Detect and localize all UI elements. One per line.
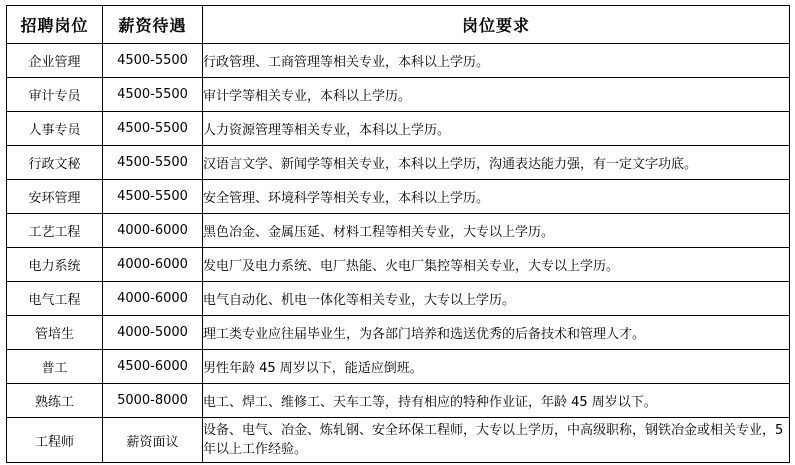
- requirements-cell: 男性年龄 45 周岁以下，能适应倒班。: [203, 350, 790, 384]
- position-cell: 工程师: [7, 418, 103, 463]
- position-cell: 安环管理: [7, 180, 103, 214]
- position-cell: 企业管理: [7, 44, 103, 78]
- table-row: [7, 44, 790, 78]
- salary-cell: 4500-5500: [103, 112, 203, 146]
- position-cell: 行政文秘: [7, 146, 103, 180]
- table-row: [7, 384, 790, 418]
- salary-cell: 4500-5500: [103, 44, 203, 78]
- table-row: [7, 282, 790, 316]
- salary-cell: 4000-6000: [103, 282, 203, 316]
- table-row: [7, 248, 790, 282]
- table-row: [7, 78, 790, 112]
- position-cell: 电气工程: [7, 282, 103, 316]
- table-row: [7, 112, 790, 146]
- requirements-cell: 汉语言文学、新闻学等相关专业，本科以上学历，沟通表达能力强，有一定文字功底。: [203, 146, 790, 180]
- header-row: [7, 6, 790, 44]
- requirements-cell: 行政管理、工商管理等相关专业，本科以上学历。: [203, 44, 790, 78]
- table-row: [7, 214, 790, 248]
- salary-cell: 4500-5500: [103, 78, 203, 112]
- header-salary: 薪资待遇: [103, 6, 203, 44]
- salary-cell: 4500-5500: [103, 146, 203, 180]
- position-cell: 人事专员: [7, 112, 103, 146]
- requirements-cell: 设备、电气、冶金、炼轧钢、安全环保工程师，大专以上学历，中高级职称，钢铁冶金或相关专业，5 年以上工作经验。: [203, 418, 790, 463]
- table-row: [7, 316, 790, 350]
- position-cell: 普工: [7, 350, 103, 384]
- requirements-cell: 电气自动化、机电一体化等相关专业，大专以上学历。: [203, 282, 790, 316]
- table-row: [7, 418, 790, 463]
- requirements-cell: 黑色冶金、金属压延、材料工程等相关专业，大专以上学历。: [203, 214, 790, 248]
- position-cell: 电力系统: [7, 248, 103, 282]
- salary-cell: 4000-6000: [103, 248, 203, 282]
- position-cell: 管培生: [7, 316, 103, 350]
- salary-cell: 4500-5500: [103, 180, 203, 214]
- salary-cell: 4000-5000: [103, 316, 203, 350]
- position-cell: 工艺工程: [7, 214, 103, 248]
- requirements-cell: 发电厂及电力系统、电厂热能、火电厂集控等相关专业，大专以上学历。: [203, 248, 790, 282]
- requirements-cell: 电工、焊工、维修工、天车工等，持有相应的特种作业证，年龄 45 周岁以下。: [203, 384, 790, 418]
- recruitment-table: [6, 5, 790, 463]
- position-cell: 熟练工: [7, 384, 103, 418]
- requirements-cell: 理工类专业应往届毕业生，为各部门培养和选送优秀的后备技术和管理人才。: [203, 316, 790, 350]
- header-position: 招聘岗位: [7, 6, 103, 44]
- table-row: [7, 350, 790, 384]
- requirements-cell: 人力资源管理等相关专业，本科以上学历。: [203, 112, 790, 146]
- table-row: [7, 146, 790, 180]
- requirements-cell: 审计学等相关专业，本科以上学历。: [203, 78, 790, 112]
- salary-cell: 4000-6000: [103, 214, 203, 248]
- table-row: [7, 180, 790, 214]
- position-cell: 审计专员: [7, 78, 103, 112]
- requirements-cell: 安全管理、环境科学等相关专业，本科以上学历。: [203, 180, 790, 214]
- salary-cell: 4500-6000: [103, 350, 203, 384]
- header-requirements: 岗位要求: [203, 6, 790, 44]
- salary-cell: 5000-8000: [103, 384, 203, 418]
- salary-cell: 薪资面议: [103, 418, 203, 463]
